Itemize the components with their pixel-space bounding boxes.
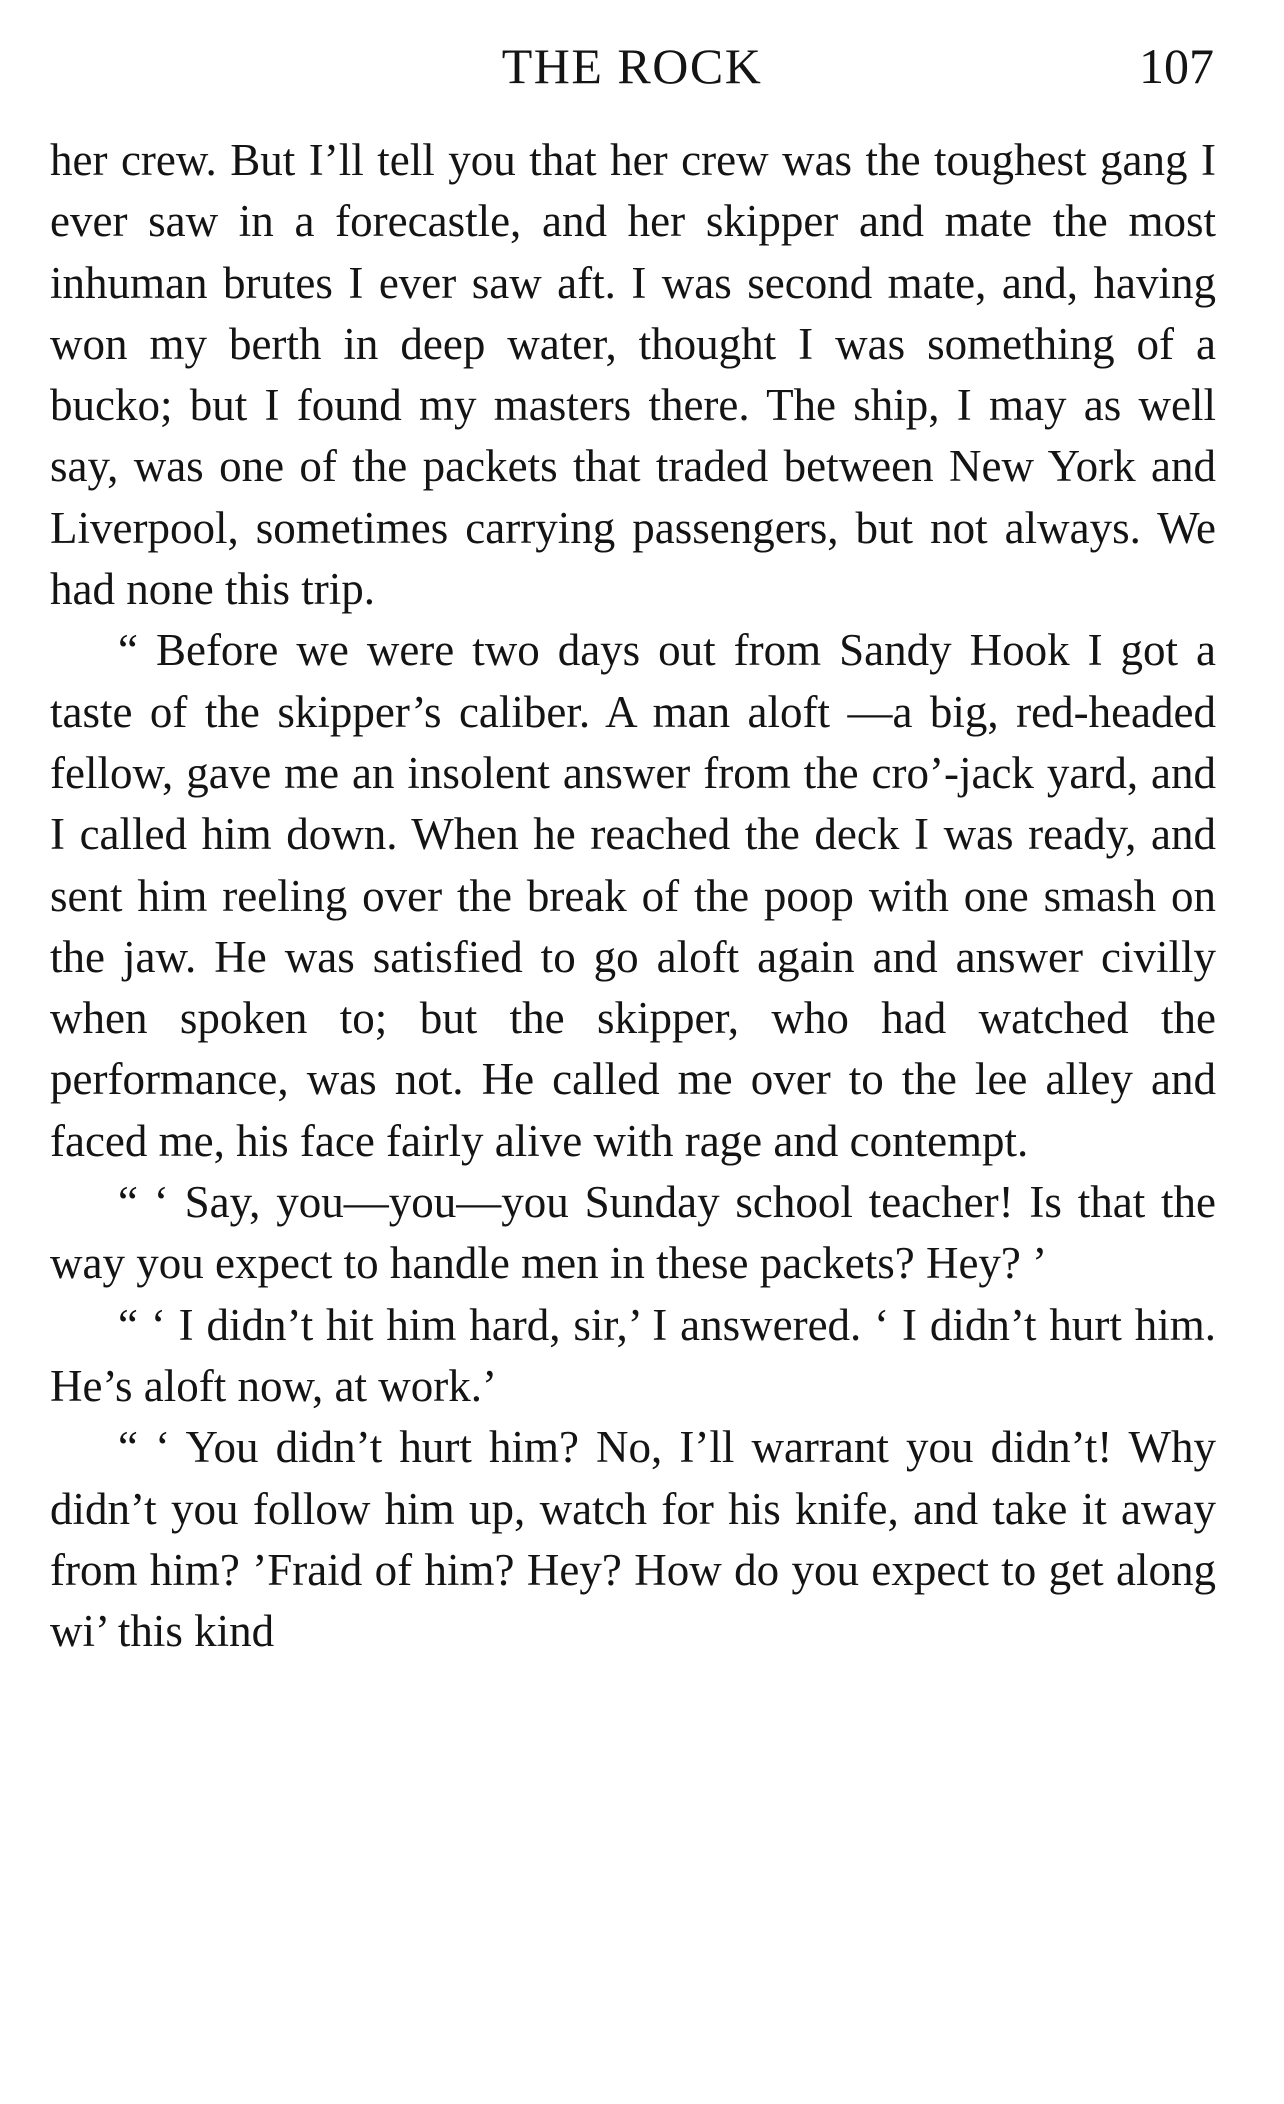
- page-number: 107: [1139, 38, 1214, 94]
- running-title: THE ROCK: [501, 38, 763, 94]
- paragraph: “ ‘ Say, you—you—you Sunday school teacher! Is that the way you expect to handle men in these packets? Hey? ’: [50, 1177, 1216, 1289]
- running-head: [50, 36, 1214, 96]
- paragraph: her crew. But I’ll tell you that her crew was the toughest gang I ever saw in a forecastle, and her skipper and mate the most inhuman brutes I ever saw aft. I was second mate, and, having won my berth in deep water, thought I was something of a bucko; but I found my masters there. The ship, I may as well say, was one of the packets that traded between New York and Liverpool, sometimes carrying passengers, but not always. We had none this trip.: [50, 135, 1216, 615]
- body-text: [50, 130, 1216, 1662]
- paragraph: “ ‘ I didn’t hit him hard, sir,’ I answered. ‘ I didn’t hurt him. He’s aloft now, at work.’: [50, 1299, 1216, 1411]
- paragraph: “ ‘ You didn’t hurt him? No, I’ll warrant you didn’t! Why didn’t you follow him up, watch for his knife, and take it away from him? ’Fraid of him? Hey? How do you expect to get along wi’ this kind: [50, 1422, 1216, 1657]
- paragraph: “ Before we were two days out from Sandy Hook I got a taste of the skipper’s caliber. A man aloft —a big, red-headed fellow, gave me an insolent answer from the cro’-jack yard, and I called him down. When he reached the deck I was ready, and sent him reeling over the break of the poop with one smash on the jaw. He was satisfied to go aloft again and answer civilly when spoken to; but the skipper, who had watched the performance, was not. He called me over to the lee alley and faced me, his face fairly alive with rage and contempt.: [50, 625, 1216, 1166]
